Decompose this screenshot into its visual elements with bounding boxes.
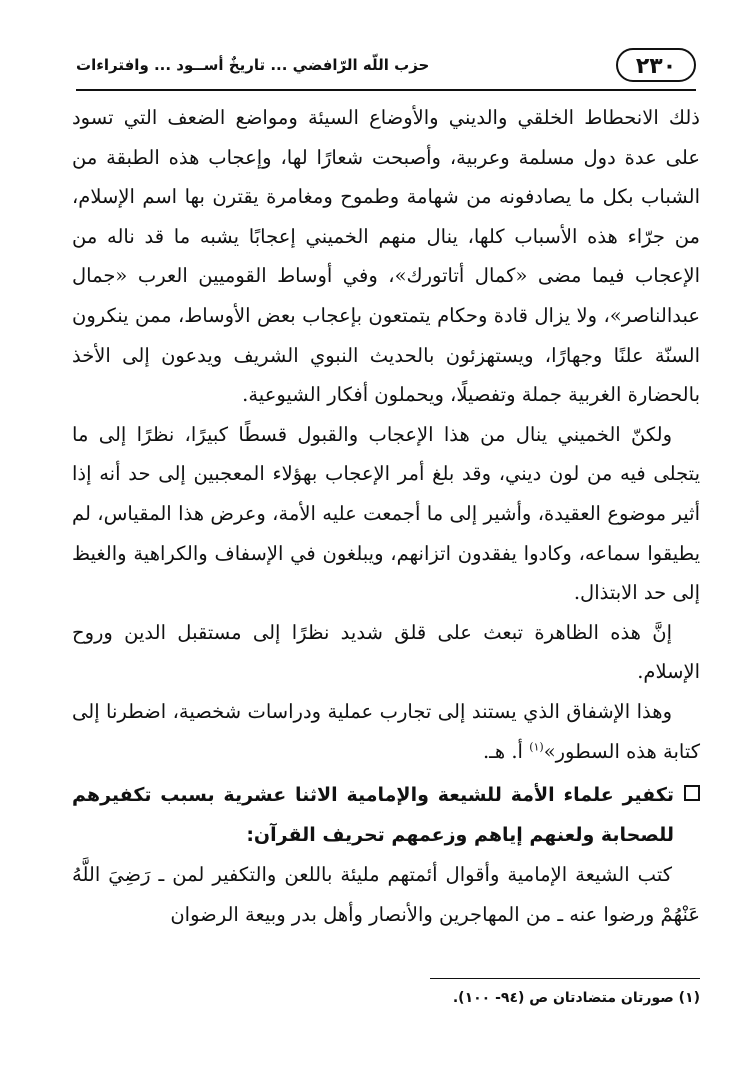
checkbox-bullet-icon <box>684 785 700 801</box>
paragraph-5: كتب الشيعة الإمامية وأقوال أئمتهم مليئة باللعن والتكفير لمن ـ رَضِيَ اللَّهُ عَنْهُمْ ورضوا عنه ـ من المهاجرين والأنصار وأهل بدر وبيعة الرضوان <box>72 863 700 926</box>
header-divider <box>76 89 696 91</box>
body-text <box>72 98 700 934</box>
paragraph-3: إنَّ هذه الظاهرة تبعث على قلق شديد نظرًا إلى مستقبل الدين وروح الإسلام. <box>72 620 700 684</box>
paragraph-4 <box>72 692 700 771</box>
paragraph-1: ذلك الانحطاط الخلقي والديني والأوضاع السيئة ومواضع الضعف التي تسود على عدة دول مسلمة وعربية، وأصبحت شعارًا لها، وإعجاب هذه الطبقة من الشباب بكل ما يصادفونه من شهامة وطموح ومغامرة يقترن بها اسم الإسلام، من جرّاء هذه الأسباب كلها، ينال منهم الخميني إعجابًا يشبه ما قد ناله من الإعجاب فيما مضى «كمال أتاتورك»، وفي أوساط القوميين العرب «جمال عبدالناصر»، ولا يزال قادة وحكام يتمتعون بإعجاب بعض الأوساط، ممن ينكرون السنّة علنًا وجهارًا، ويستهزئون بالحديث النبوي الشريف ويدعون إلى الأخذ بالحضارة الغربية جملة وتفصيلًا، ويحملون أفكار الشيوعية. <box>72 106 700 407</box>
section-heading <box>72 775 700 855</box>
running-title: حزب اللّه الرّافضي ... تاريخٌ أســود ... وافتراءات <box>76 56 430 74</box>
section-heading-text: تكفير علماء الأمة للشيعة والإمامية الاثنا عشرية بسبب تكفيرهم للصحابة ولعنهم إياهم وزعمهم تحريف القرآن: <box>72 784 674 847</box>
paragraph-4-text: وهذا الإشفاق الذي يستند إلى تجارب عملية ودراسات شخصية، اضطرنا إلى كتابة هذه السطور» <box>72 699 700 763</box>
footnote-reference[interactable]: (١) <box>529 740 544 753</box>
page-number: ٢٣٠ <box>616 48 696 82</box>
footnote-divider <box>430 978 700 979</box>
paragraph-2: ولكنّ الخميني ينال من هذا الإعجاب والقبول قسطًا كبيرًا، نظرًا إلى ما يتجلى فيه من لون ديني، وقد بلغ أمر الإعجاب بهؤلاء المعجبين إلى حد أنه إذا أثير موضوع العقيدة، وأشير إلى ما أجمعت عليه الأمة، وعرض هذا المقياس، لم يطيقوا سماعه، وكادوا يفقدون اتزانهم، ويبلغون في الإسفاف والكراهية والغيظ إلى حد الابتذال. <box>72 422 700 605</box>
footnote: (١) صورتان متضادتان ص (٩٤- ١٠٠). <box>452 990 700 1006</box>
paragraph-4-tail: أ. هـ. <box>482 739 530 763</box>
page-header <box>76 46 696 92</box>
